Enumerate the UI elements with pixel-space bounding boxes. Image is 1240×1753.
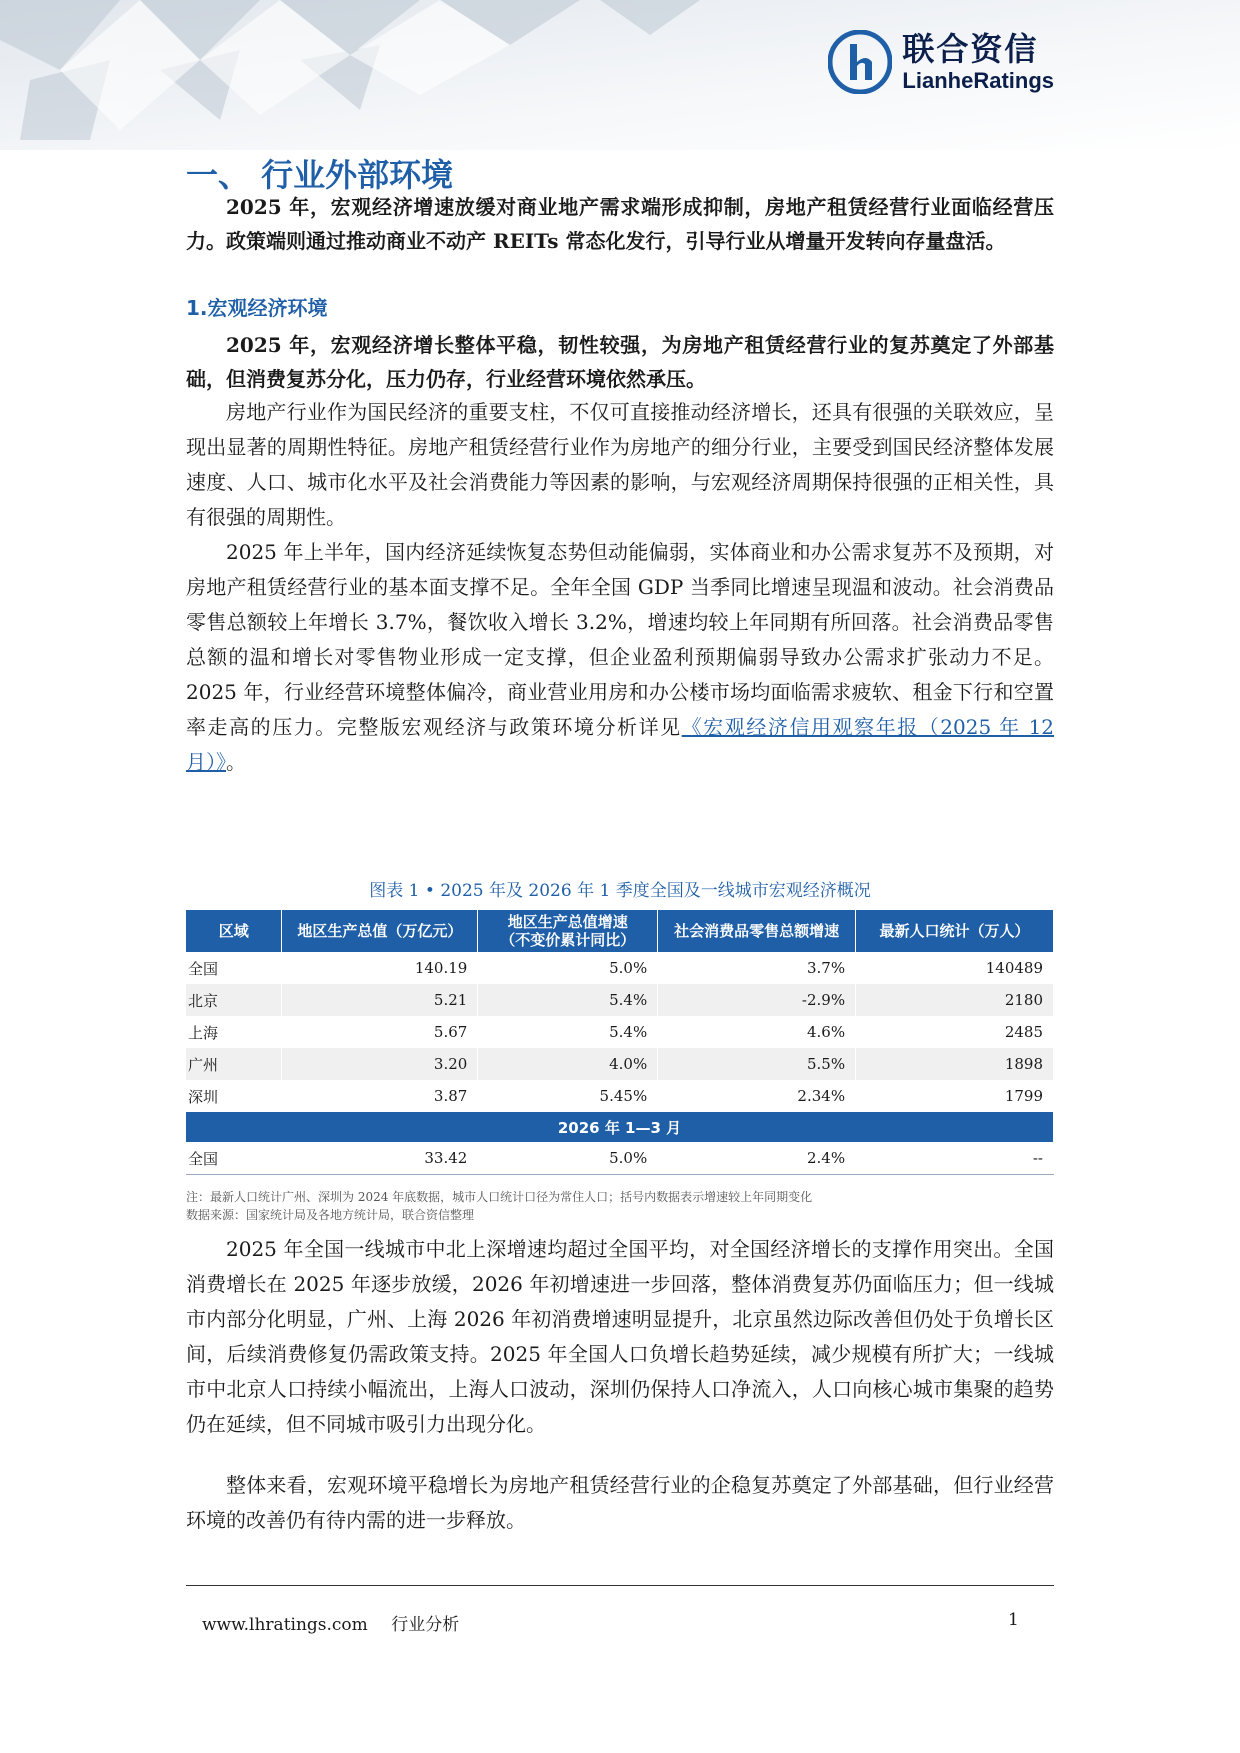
table-header-row	[186, 910, 1054, 952]
table-header: 社会消费品零售总额增速	[658, 910, 856, 952]
table-cell: 广州	[186, 1048, 282, 1080]
table-cell: 2.4%	[658, 1142, 856, 1175]
table-cell: 全国	[186, 1142, 282, 1175]
table-period-label: 2026 年 1—3 月	[186, 1112, 1054, 1142]
table-cell: 5.0%	[478, 1142, 658, 1175]
table-cell: -2.9%	[658, 984, 856, 1016]
table-cell: 5.5%	[658, 1048, 856, 1080]
footer-divider	[186, 1585, 1054, 1586]
table-cell: 深圳	[186, 1080, 282, 1112]
table-cell: 140.19	[282, 952, 478, 984]
logo-en-text: LianheRatings	[902, 68, 1054, 93]
table-cell: 4.6%	[658, 1016, 856, 1048]
table-row	[186, 1142, 1054, 1175]
table-note: 注：最新人口统计广州、深圳为 2024 年底数据，城市人口统计口径为常住人口；括号内数据表示增速较上年同期变化	[186, 1190, 813, 1204]
table-cell: --	[856, 1142, 1054, 1175]
macro-report-link[interactable]: 《宏观经济信用观察年报（2025 年 12 月）》	[186, 715, 1055, 774]
footer-website[interactable]: www.lhratings.com	[202, 1615, 368, 1635]
logo-cn-text: 联合资信	[902, 30, 1039, 68]
table-cell: 北京	[186, 984, 282, 1016]
table-cell: 5.21	[282, 984, 478, 1016]
table-cell: 4.0%	[478, 1048, 658, 1080]
table-cell: 全国	[186, 952, 282, 984]
table-header: 地区生产总值增速 （不变价累计同比）	[478, 910, 658, 952]
paragraph-4: 整体来看，宏观环境平稳增长为房地产租赁经营行业的企稳复苏奠定了外部基础，但行业经营环境的改善仍有待内需的进一步释放。	[186, 1473, 1054, 1532]
table-cell: 5.67	[282, 1016, 478, 1048]
paragraph-1: 房地产行业作为国民经济的重要支柱，不仅可直接推动经济增长，还具有很强的关联效应，呈现出显著的周期性特征。房地产租赁经营行业作为房地产的细分行业，主要受到国民经济整体发展速度、人口、城市化水平及社会消费能力等因素的影响，与宏观经济周期保持很强的正相关性，具有很强的周期性。	[186, 400, 1054, 529]
table-cell: 140489	[856, 952, 1054, 984]
table-period-row	[186, 1112, 1054, 1142]
lianhe-logo-icon	[828, 30, 892, 94]
table-cell: 3.87	[282, 1080, 478, 1112]
table-cell: 5.0%	[478, 952, 658, 984]
table-cell: 3.7%	[658, 952, 856, 984]
table-cell: 5.4%	[478, 984, 658, 1016]
table-cell: 2485	[856, 1016, 1054, 1048]
section-lead: 2025 年，宏观经济增速放缓对商业地产需求端形成抑制，房地产租赁经营行业面临经营压力。政策端则通过推动商业不动产 REITs 常态化发行，引导行业从增量开发转向存量盘活。	[186, 195, 1054, 253]
company-logo	[828, 30, 1054, 94]
table-row	[186, 1016, 1054, 1048]
table-row	[186, 952, 1054, 984]
table-cell: 5.4%	[478, 1016, 658, 1048]
footer-label: 行业分析	[391, 1615, 460, 1635]
table-cell: 2.34%	[658, 1080, 856, 1112]
figure-title: 图表 1 • 2025 年及 2026 年 1 季度全国及一线城市宏观经济概况	[369, 881, 871, 901]
paragraph-3: 2025 年全国一线城市中北上深增速均超过全国平均，对全国经济增长的支撑作用突出。全国消费增长在 2025 年逐步放缓，2026 年初增速进一步回落，整体消费复苏仍面临压力；但一线城市内部分化明显，广州、上海 2026 年初消费增速明显提升，北京虽然边际改善但仍处于负增长区间，后续消费修复仍需政策支持。2025 年全国人口负增长趋势延续，减少规模有所扩大；一线城市中北京人口持续小幅流出，上海人口波动，深圳仍保持人口净流入，人口向核心城市集聚的趋势仍在延续，但不同城市吸引力出现分化。	[186, 1237, 1054, 1436]
paragraph-2-text: 2025 年上半年，国内经济延续恢复态势但动能偏弱，实体商业和办公需求复苏不及预期，对房地产租赁经营行业的基本面支撑不足。全年全国 GDP 当季同比增速呈现温和波动。社会消费品零售总额较上年增长 3.7%，餐饮收入增长 3.2%，增速均较上年同期有所回落。社会消费品零售总额的温和增长对零售物业形成一定支撑，但企业盈利预期偏弱导致办公需求扩张动力不足。2025 年，行业经营环境整体偏冷，商业营业用房和办公楼市场均面临需求疲软、租金下行和空置率走高的压力。完整版宏观经济与政策环境分析详见	[186, 540, 1054, 739]
header-decoration	[0, 0, 1240, 150]
table-header: 最新人口统计（万人）	[856, 910, 1054, 952]
subsection-lead: 2025 年，宏观经济增长整体平稳，韧性较强，为房地产租赁经营行业的复苏奠定了外部基础，但消费复苏分化，压力仍存，行业经营环境依然承压。	[186, 333, 1054, 391]
table-cell: 2180	[856, 984, 1054, 1016]
paragraph-2-end: 。	[226, 750, 246, 774]
table-cell: 5.45%	[478, 1080, 658, 1112]
table-cell: 1799	[856, 1080, 1054, 1112]
table-header: 地区生产总值（万亿元）	[282, 910, 478, 952]
table-cell: 1898	[856, 1048, 1054, 1080]
table-cell: 3.20	[282, 1048, 478, 1080]
table-cell: 上海	[186, 1016, 282, 1048]
subsection-title: 1.宏观经济环境	[186, 296, 328, 320]
table-source: 数据来源：国家统计局及各地方统计局，联合资信整理	[186, 1208, 475, 1222]
page-number: 1	[1008, 1610, 1019, 1630]
table-row	[186, 1080, 1054, 1112]
table-header: 区域	[186, 910, 282, 952]
footer	[202, 1610, 477, 1635]
table-row	[186, 984, 1054, 1016]
paragraph-2	[186, 535, 1054, 780]
table-row	[186, 1048, 1054, 1080]
macro-table	[186, 910, 1054, 1175]
section-title: 一、 行业外部环境	[186, 156, 454, 194]
table-cell: 33.42	[282, 1142, 478, 1175]
